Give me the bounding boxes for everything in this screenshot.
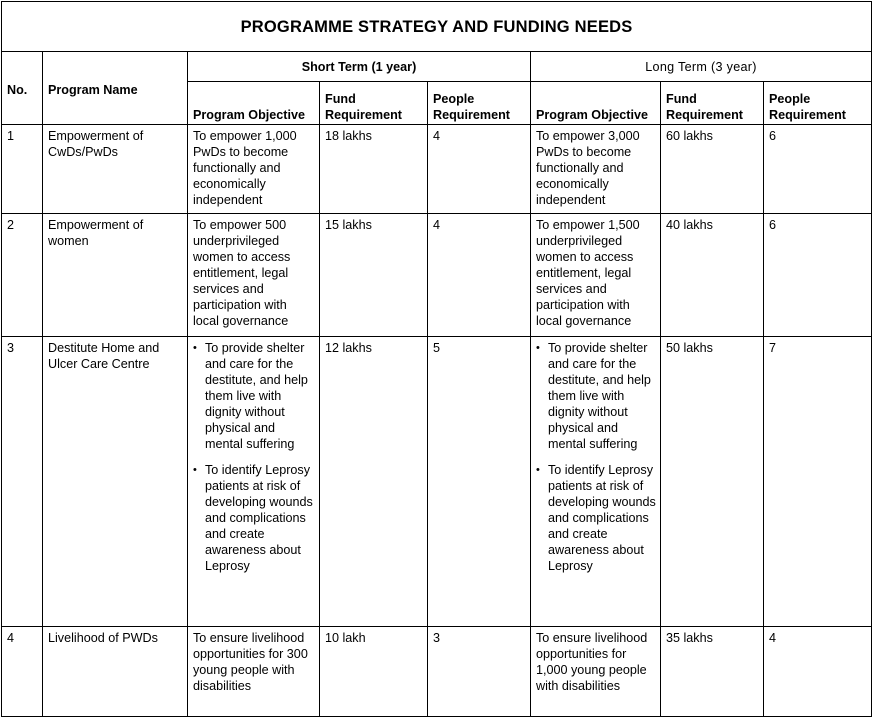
- long-fund: 35 lakhs: [661, 627, 764, 717]
- header-long-fund: Fund Requirement: [661, 82, 764, 125]
- short-people: 4: [428, 125, 531, 214]
- short-fund: 18 lakhs: [320, 125, 428, 214]
- program-name: Empowerment of CwDs/PwDs: [43, 125, 188, 214]
- short-people: 3: [428, 627, 531, 717]
- objective-bullet-list: [536, 340, 656, 574]
- long-objective: To empower 1,500 underprivileged women to access entitlement, legal services and participation with local governance: [531, 214, 661, 337]
- funding-table: [1, 1, 872, 717]
- row-no: 4: [2, 627, 43, 717]
- program-name: Destitute Home and Ulcer Care Centre: [43, 337, 188, 627]
- short-fund: 10 lakh: [320, 627, 428, 717]
- row-no: 2: [2, 214, 43, 337]
- header-program-name: Program Name: [43, 52, 188, 125]
- header-short-fund: Fund Requirement: [320, 82, 428, 125]
- table-row: [2, 125, 872, 214]
- short-fund: 15 lakhs: [320, 214, 428, 337]
- short-objective: To empower 1,000 PwDs to become functionally and economically independent: [188, 125, 320, 214]
- header-long-objective: Program Objective: [531, 82, 661, 125]
- header-short-people: People Requirement: [428, 82, 531, 125]
- long-objective: To empower 3,000 PwDs to become functionally and economically independent: [531, 125, 661, 214]
- short-objective: [188, 337, 320, 627]
- row-no: 1: [2, 125, 43, 214]
- short-objective: To empower 500 underprivileged women to access entitlement, legal services and participation with local governance: [188, 214, 320, 337]
- row-no: 3: [2, 337, 43, 627]
- short-objective: To ensure livelihood opportunities for 300 young people with disabilities: [188, 627, 320, 717]
- header-long-term: Long Term (3 year): [531, 52, 872, 82]
- objective-bullet: • To provide shelter and care for the destitute, and help them live with dignity without physical and mental suffering: [536, 340, 656, 452]
- long-people: 7: [764, 337, 872, 627]
- header-no: No.: [2, 52, 43, 125]
- program-name: Empowerment of women: [43, 214, 188, 337]
- objective-bullet: • To identify Leprosy patients at risk of developing wounds and complications and create awareness about Leprosy: [536, 462, 656, 574]
- long-people: 6: [764, 125, 872, 214]
- table-row: [2, 627, 872, 717]
- long-fund: 60 lakhs: [661, 125, 764, 214]
- long-people: 4: [764, 627, 872, 717]
- table-row: [2, 214, 872, 337]
- long-fund: 40 lakhs: [661, 214, 764, 337]
- long-objective: [531, 337, 661, 627]
- short-people: 5: [428, 337, 531, 627]
- table-row: [2, 337, 872, 627]
- long-people: 6: [764, 214, 872, 337]
- long-fund: 50 lakhs: [661, 337, 764, 627]
- short-fund: 12 lakhs: [320, 337, 428, 627]
- header-short-objective: Program Objective: [188, 82, 320, 125]
- header-long-people: People Requirement: [764, 82, 872, 125]
- table-title: PROGRAMME STRATEGY AND FUNDING NEEDS: [2, 2, 872, 52]
- objective-bullet: • To provide shelter and care for the destitute, and help them live with dignity without physical and mental suffering: [193, 340, 315, 452]
- program-name: Livelihood of PWDs: [43, 627, 188, 717]
- short-people: 4: [428, 214, 531, 337]
- objective-bullet: • To identify Leprosy patients at risk of developing wounds and complications and create awareness about Leprosy: [193, 462, 315, 574]
- header-short-term: Short Term (1 year): [188, 52, 531, 82]
- long-objective: To ensure livelihood opportunities for 1,000 young people with disabilities: [531, 627, 661, 717]
- objective-bullet-list: [193, 340, 315, 574]
